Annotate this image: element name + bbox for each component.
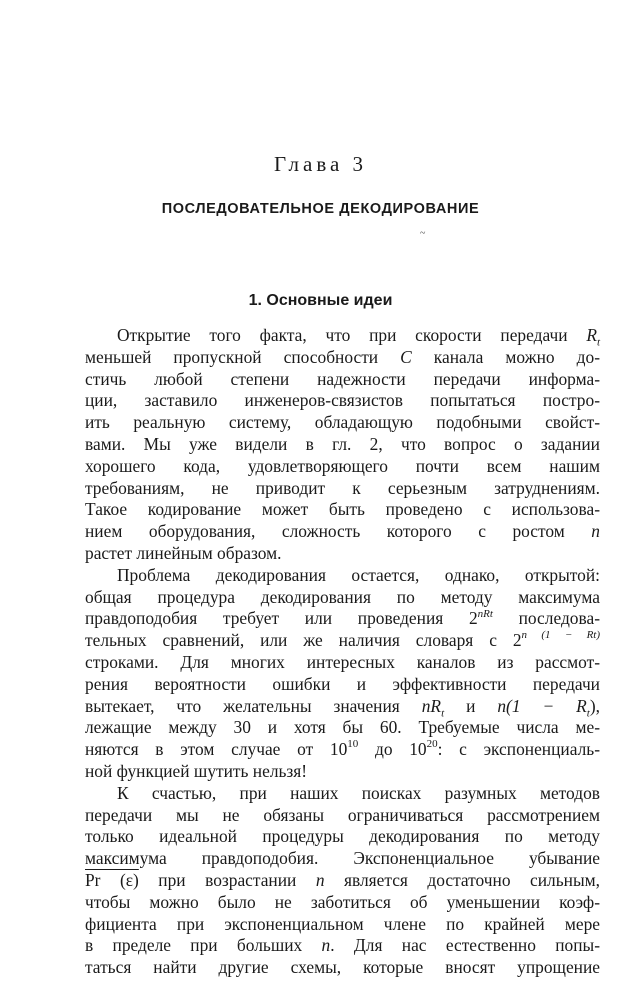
text-line: фициента при экспоненциальном члене по крайней мере [85,913,600,934]
chapter-number: Глава 3 [273,152,368,176]
stray-mark: ~ [420,228,426,239]
text-line: стичь любой степени надежности передачи информа- [85,368,600,389]
text-line: ить реальную систему, обладающую подобными свойст- [85,412,600,433]
text-line: вами. Мы уже видели в гл. 2, что вопрос о задании [85,433,600,454]
text-line: тельных сравнений, или же наличия словаря с $2^{n (1 - Rt)}$ [85,629,601,651]
text-line: меньшей пропускной способности C канала можно до- [85,346,600,367]
text-line: Pr (ε) при возрастании n является достаточно сильным, [85,869,600,890]
text-line: К счастью, при наших поисках разумных методов [117,782,600,803]
body-text [85,325,600,979]
text-line: лежащие между 30 и хотя бы 60. Требуемые числа ме- [85,717,600,738]
chapter-title: ПОСЛЕДОВАТЕЛЬНОЕ ДЕКОДИРОВАНИЕ [161,201,480,217]
text-line: максимума правдоподобия. Экспоненциальное убывание [85,848,600,869]
text-line: только идеальной процедуры декодирования по методу [85,826,600,847]
text-line: Открытие того факта, что при скорости передачи $R_t$ [117,325,600,349]
text-line: Такое кодирование может быть проведено с использова- [85,499,600,520]
text-line: вытекает, что желательны значения $nR_t$ и $n(1 - R_t)$, [85,695,600,720]
text-line: таться найти другие схемы, которые вносят упрощение [85,957,600,978]
text-line: ции, заставило инженеров-связистов попытаться постро- [85,390,600,411]
text-line: общая процедура декодирования по методу максимума [85,586,600,607]
text-line: в пределе при больших n. Для нас естественно попы- [85,935,600,956]
text-line: хорошего кода, удовлетворяющего почти всем нашим [85,455,600,476]
text-line: передачи мы не обязаны ограничиваться рассмотрением [85,804,600,825]
text-line: требованиям, не приводит к серьезным затруднениям. [85,477,600,498]
text-line: правдоподобия требует или проведения $2^{nRt}$ последова- [85,607,600,629]
text-line: чтобы можно было не заботиться об уменьшении коэф- [85,891,600,912]
text-line: ной функцией шутить нельзя! [85,760,308,781]
text-line: рения вероятности ошибки и эффективности передачи [85,673,600,694]
text-line: нием оборудования, сложность которого с ростом n [85,521,600,542]
text-line: няются в этом случае от $10^{10}$ до $10^{20}$: с экспоненциаль- [85,738,600,760]
text-line: Проблема декодирования остается, однако, открытой: [117,564,600,585]
text-line: строками. Для многих интересных каналов из рассмот- [85,651,600,672]
text-line: растет линейным образом. [85,542,282,563]
section-title: 1. Основные идеи [248,292,393,309]
